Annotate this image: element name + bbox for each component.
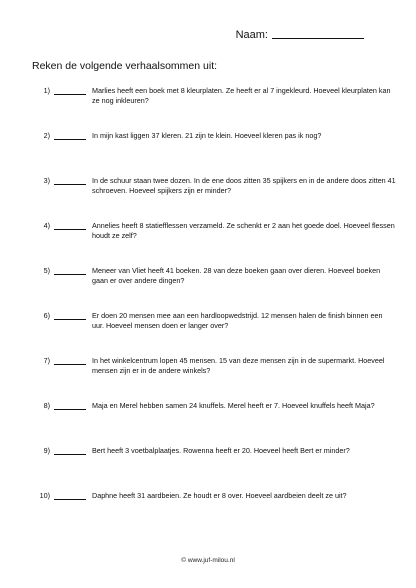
question-text: Marlies heeft een boek met 8 kleurplaten. Ze heeft er al 7 ingekleurd. Hoeveel kleurplaten kan ze nog inkleuren?	[92, 86, 391, 105]
name-blank[interactable]	[272, 28, 364, 39]
question-item	[28, 131, 396, 176]
question-number: 4)	[43, 221, 50, 230]
name-label: Naam:	[235, 29, 268, 41]
question-text: Er doen 20 mensen mee aan een hardloopwedstrijd. 12 mensen halen de finish binnen een uur. Hoeveel mensen doen er langer over?	[92, 311, 383, 330]
question-number: 2)	[43, 131, 50, 140]
question-text: Meneer van Vliet heeft 41 boeken. 28 van deze boeken gaan over dieren. Hoeveel boeken gaan er over andere dingen?	[92, 266, 381, 285]
answer-blank[interactable]	[54, 229, 86, 230]
question-text: In de schuur staan twee dozen. In de ene doos zitten 35 spijkers en in de andere doos zitten 41 schroeven. Hoeveel spijkers zijn er minder?	[92, 176, 396, 195]
question-item	[28, 86, 396, 131]
question-number: 1)	[43, 86, 50, 95]
question-list	[28, 86, 396, 536]
question-text: In het winkelcentrum lopen 45 mensen. 15 van deze mensen zijn in de supermarkt. Hoeveel mensen zijn er in de andere winkels?	[92, 356, 385, 375]
answer-blank[interactable]	[54, 274, 86, 275]
answer-blank[interactable]	[54, 139, 86, 140]
question-number: 10)	[39, 491, 50, 500]
answer-blank[interactable]	[54, 454, 86, 455]
question-number: 9)	[43, 446, 50, 455]
answer-blank[interactable]	[54, 319, 86, 320]
question-text: Annelies heeft 8 statiefflessen verzameld. Ze schenkt er 2 aan het goede doel. Hoeveel flessen houdt ze zelf?	[92, 221, 395, 240]
question-item	[28, 176, 396, 221]
question-text: Maja en Merel hebben samen 24 knuffels. Merel heeft er 7. Hoeveel knuffels heeft Maja?	[92, 401, 375, 410]
question-number: 6)	[43, 311, 50, 320]
footer-credit: © www.juf-milou.nl	[181, 557, 235, 564]
question-text: Bert heeft 3 voetbalplaatjes. Rowenna heeft er 20. Hoeveel heeft Bert er minder?	[92, 446, 350, 455]
question-item	[28, 401, 396, 446]
answer-blank[interactable]	[54, 409, 86, 410]
name-field	[236, 28, 364, 41]
question-number: 5)	[43, 266, 50, 275]
question-number: 3)	[43, 176, 50, 185]
page-title: Reken de volgende verhaalsommen uit:	[32, 60, 218, 72]
question-item	[28, 221, 396, 266]
question-item	[28, 266, 396, 311]
answer-blank[interactable]	[54, 184, 86, 185]
question-text: Daphne heeft 31 aardbeien. Ze houdt er 8 over. Hoeveel aardbeien deelt ze uit?	[92, 491, 347, 500]
question-number: 8)	[43, 401, 50, 410]
answer-blank[interactable]	[54, 364, 86, 365]
answer-blank[interactable]	[54, 499, 86, 500]
question-item	[28, 491, 396, 536]
answer-blank[interactable]	[54, 94, 86, 95]
question-item	[28, 311, 396, 356]
question-number: 7)	[43, 356, 50, 365]
question-item	[28, 356, 396, 401]
question-item	[28, 446, 396, 491]
question-text: In mijn kast liggen 37 kleren. 21 zijn te klein. Hoeveel kleren pas ik nog?	[92, 131, 322, 140]
